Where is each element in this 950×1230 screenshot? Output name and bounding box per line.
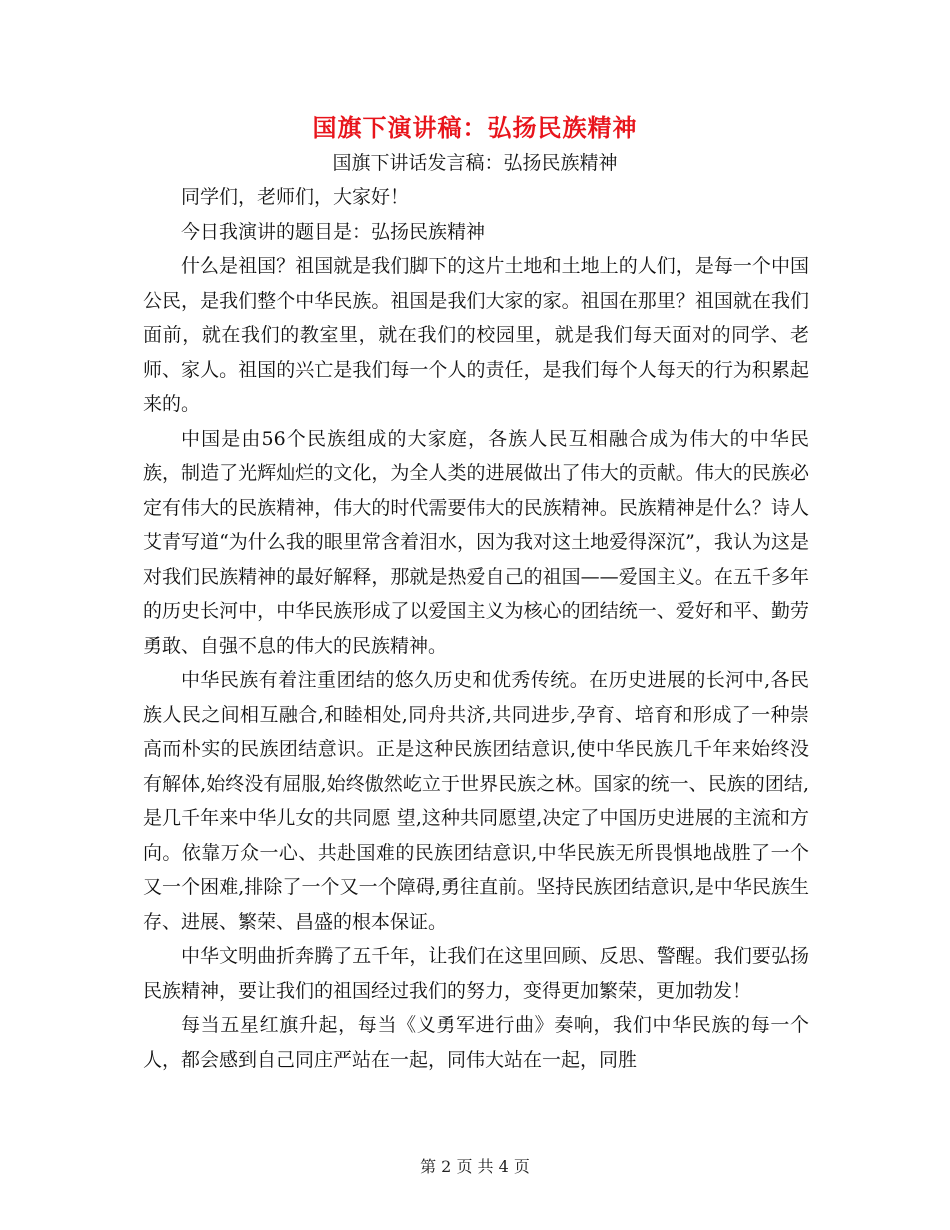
paragraph-national-unity: 中华民族有着注重团结的悠久历史和优秀传统。在历史进展的长河中,各民族人民之间相互融合,和睦相处,同舟共济,共同进步,孕育、培育和形成了一种崇高而朴实的民族团结意识。正是这种民族团结意识,使中华民族几千年来始终没有解体,始终没有屈服,始终傲然屹立于世界民族之林。国家的统一、民族的团结,是几千年来中华儿女的共同愿 望,这种共同愿望,决定了中国历史进展的主流和方向。依靠万众一心、共赴国难的民族团结意识,中华民族无所畏惧地战胜了一个又一个困难,排除了一个又一个障碍,勇往直前。坚持民族团结意识,是中华民族生存、进展、繁荣、昌盛的根本保证。: [143, 669, 809, 933]
document-title: 国旗下演讲稿：弘扬民族精神: [312, 114, 638, 142]
paragraph-flag-raising: 每当五星红旗升起，每当《义勇军进行曲》奏响，我们中华民族的每一个人，都会感到自己同庄严站在一起，同伟大站在一起，同胜: [143, 1014, 809, 1071]
document-body: [143, 180, 809, 1077]
document-subtitle: 国旗下讲话发言稿：弘扬民族精神: [332, 152, 618, 174]
paragraph-greeting: 同学们，老师们，大家好！: [181, 186, 410, 208]
paragraph-topic: 今日我演讲的题目是：弘扬民族精神: [181, 220, 486, 243]
page-number-footer: 第 2 页 共 4 页: [420, 1157, 530, 1176]
paragraph-what-is-motherland: 什么是祖国？祖国就是我们脚下的这片土地和土地上的人们，是每一个中国公民，是我们整个中华民族。祖国是我们大家的家。祖国在那里？祖国就在我们面前，就在我们的教室里，就在我们的校园里，就是我们每天面对的同学、老师、家人。祖国的兴亡是我们每一个人的责任，是我们每个人每天的行为积累起来的。: [143, 255, 809, 415]
paragraph-national-spirit: 中国是由56个民族组成的大家庭，各族人民互相融合成为伟大的中华民族，制造了光辉灿烂的文化，为全人类的进展做出了伟大的贡献。伟大的民族必定有伟大的民族精神，伟大的时代需要伟大的民族精神。民族精神是什么？诗人艾青写道“为什么我的眼里常含着泪水，因为我对这土地爱得深沉”，我认为这是对我们民族精神的最好解释，那就是热爱自己的祖国——爱国主义。在五千多年的历史长河中，中华民族形成了以爱国主义为核心的团结统一、爱好和平、勤劳勇敢、自强不息的伟大的民族精神。: [143, 427, 809, 657]
paragraph-civilization: 中华文明曲折奔腾了五千年，让我们在这里回顾、反思、警醒。我们要弘扬民族精神，要让我们的祖国经过我们的努力，变得更加繁荣，更加勃发！: [143, 945, 809, 1002]
